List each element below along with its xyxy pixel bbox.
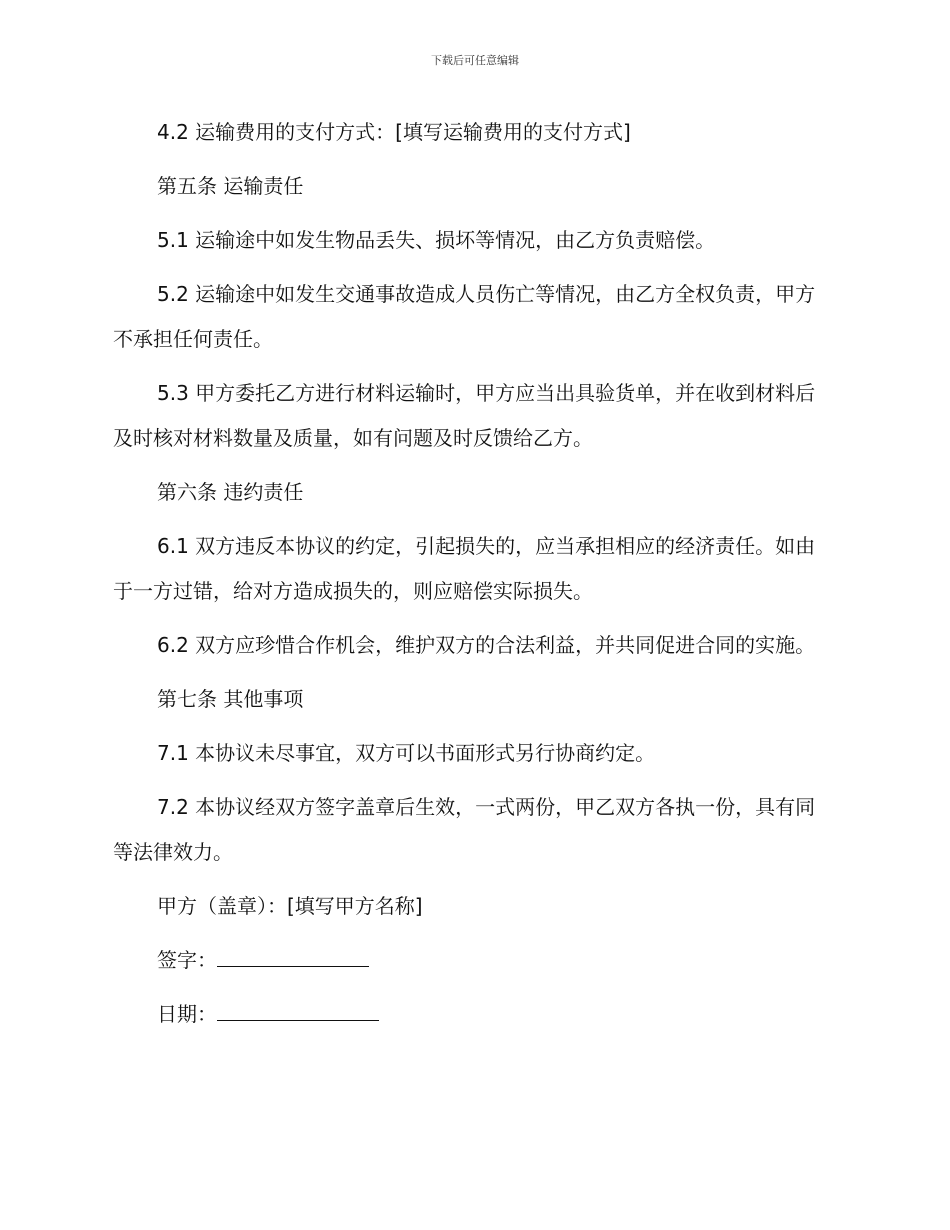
signature-blank-line (217, 944, 369, 967)
clause-5-2: 5.2 运输途中如发生交通事故造成人员伤亡等情况，由乙方全权负责，甲方不承担任何责任。 (113, 282, 816, 351)
clause-7-2: 7.2 本协议经双方签字盖章后生效，一式两份，甲乙双方各执一份，具有同等法律效力。 (113, 795, 816, 864)
signature-label: 签字： (157, 948, 217, 972)
date-blank-line (217, 998, 379, 1021)
article-5-heading: 第五条 运输责任 (157, 174, 304, 198)
article-6-heading: 第六条 违约责任 (157, 480, 304, 504)
document-body (113, 110, 825, 1046)
clause-5-1: 5.1 运输途中如发生物品丢失、损坏等情况，由乙方负责赔偿。 (157, 228, 716, 252)
payment-method-clause: 4.2 运输费用的支付方式：[填写运输费用的支付方式] (157, 120, 631, 144)
clause-5-3: 5.3 甲方委托乙方进行材料运输时，甲方应当出具验货单，并在收到材料后及时核对材料数量及质量，如有问题及时反馈给乙方。 (113, 381, 816, 450)
clause-6-1: 6.1 双方违反本协议的约定，引起损失的，应当承担相应的经济责任。如由于一方过错，给对方造成损失的，则应赔偿实际损失。 (113, 534, 816, 603)
page-header-note: 下载后可任意编辑 (431, 54, 519, 67)
clause-7-1: 7.1 本协议未尽事宜，双方可以书面形式另行协商约定。 (157, 741, 656, 765)
date-row (113, 992, 825, 1037)
article-7-heading: 第七条 其他事项 (157, 687, 304, 711)
signature-row (113, 938, 825, 983)
date-label: 日期： (157, 1002, 217, 1026)
party-a-seal-line: 甲方（盖章）：[填写甲方名称] (157, 894, 423, 918)
clause-6-2: 6.2 双方应珍惜合作机会，维护双方的合法利益，并共同促进合同的实施。 (157, 633, 816, 657)
